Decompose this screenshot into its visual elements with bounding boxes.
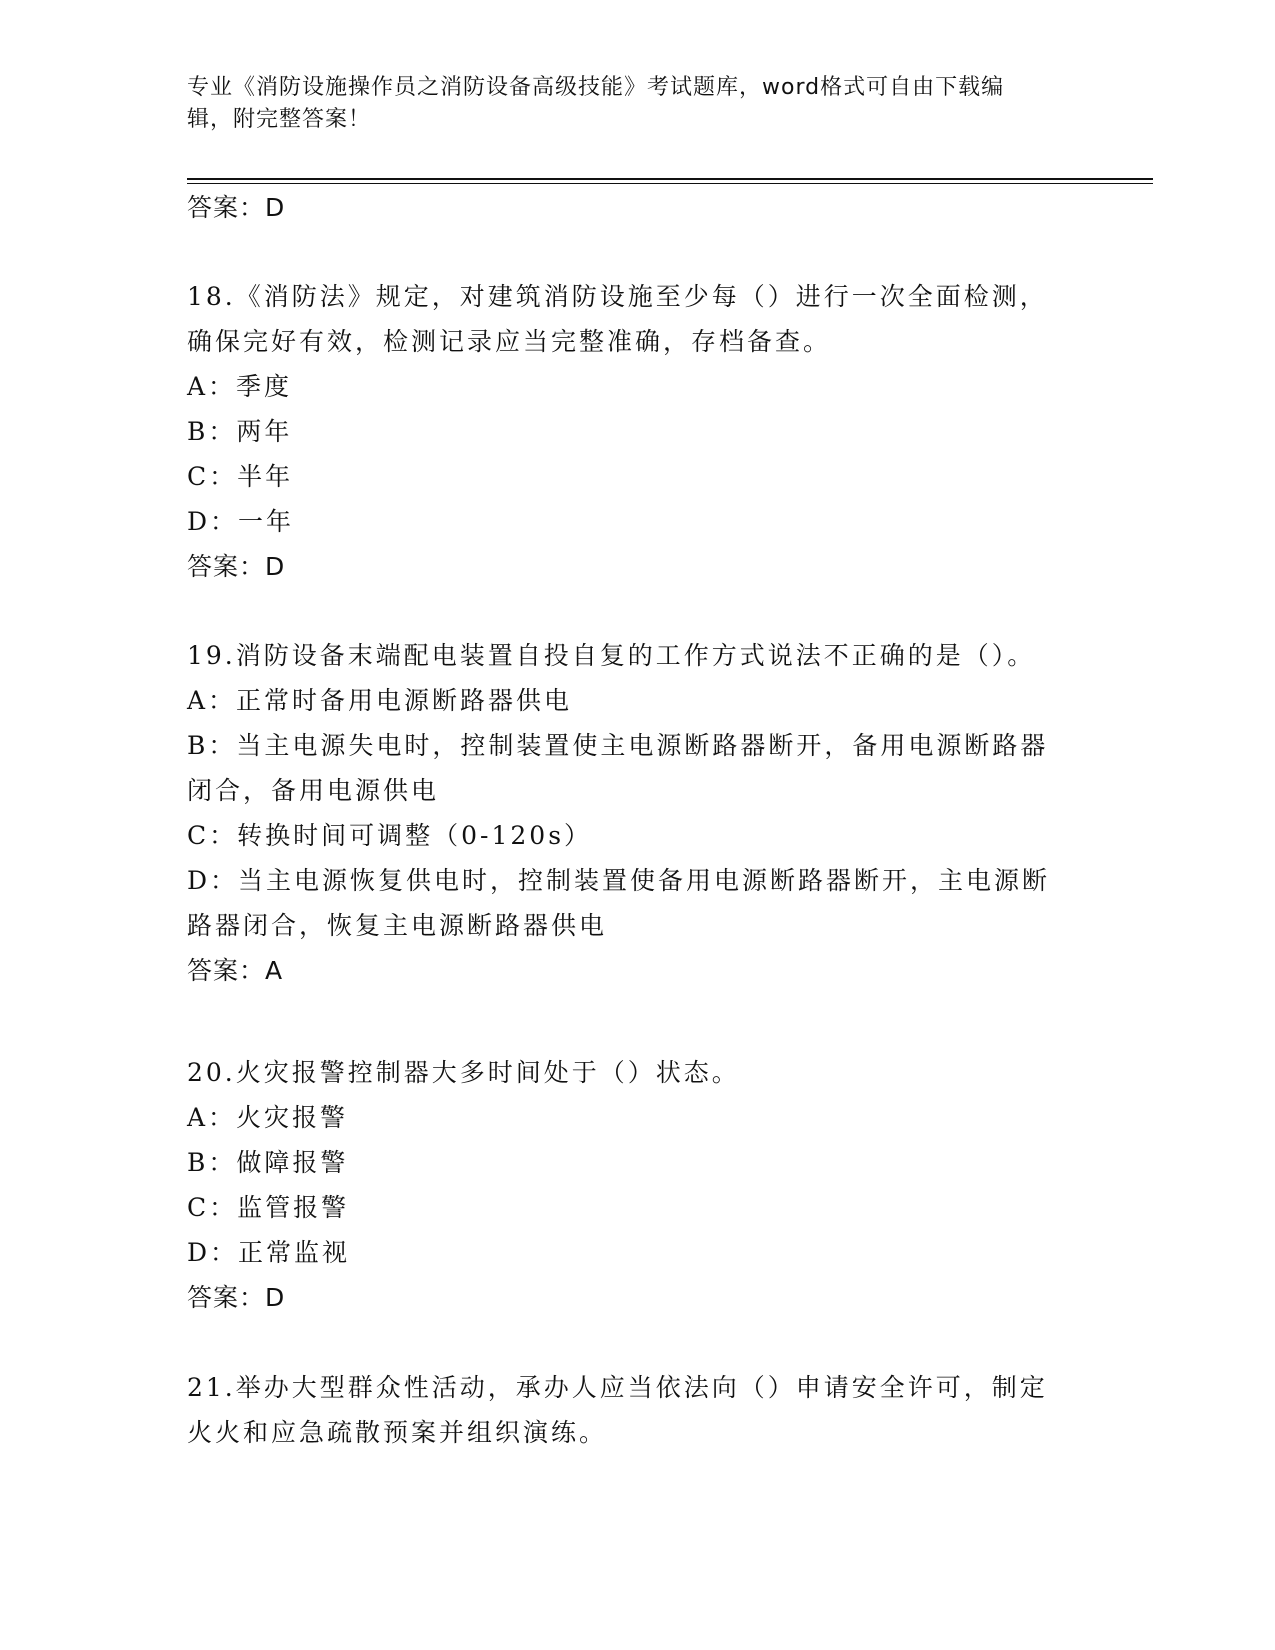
- option-c: C：监管报警: [187, 1193, 350, 1222]
- question-20: [187, 1050, 1087, 1320]
- question-stem: 火火和应急疏散预案并组织演练。: [187, 1418, 608, 1447]
- question-stem: 确保完好有效，检测记录应当完整准确，存档备查。: [187, 327, 832, 356]
- option-a: A：正常时备用电源断路器供电: [187, 686, 573, 715]
- option-b: B：当主电源失电时，控制装置使主电源断路器断开，备用电源断路器: [187, 731, 1049, 760]
- option-d: D：正常监视: [187, 1238, 351, 1267]
- question-21: [187, 1365, 1087, 1455]
- option-c: C：半年: [187, 462, 294, 491]
- option-b: B：两年: [187, 417, 293, 446]
- option-c: C：转换时间可调整（0-120s）: [187, 821, 593, 850]
- option-d: D：一年: [187, 507, 295, 536]
- question-stem: 20.火灾报警控制器大多时间处于（）状态。: [187, 1058, 740, 1087]
- page-header: [187, 72, 1067, 136]
- question-stem: 18.《消防法》规定，对建筑消防设施至少每（）进行一次全面检测，: [187, 282, 1048, 311]
- header-line-2: 辑，附完整答案！: [187, 107, 372, 132]
- option-b-continued: 闭合，备用电源供电: [187, 776, 440, 805]
- option-d-continued: 路器闭合，恢复主电源断路器供电: [187, 911, 608, 940]
- header-divider-thin: [187, 183, 1153, 184]
- header-divider-thick: [187, 178, 1153, 180]
- header-line-1: 专业《消防设施操作员之消防设备高级技能》考试题库，word格式可自由下载编: [187, 75, 1005, 100]
- option-a: A：季度: [187, 372, 293, 401]
- answer-line: 答案：D: [187, 1283, 286, 1312]
- question-stem: 19.消防设备末端配电装置自投自复的工作方式说法不正确的是（）。: [187, 641, 1036, 670]
- answer-line: 答案：A: [187, 956, 284, 985]
- question-19: [187, 633, 1087, 993]
- question-stem: 21.举办大型群众性活动，承办人应当依法向（）申请安全许可，制定: [187, 1373, 1048, 1402]
- option-a: A：火灾报警: [187, 1103, 349, 1132]
- question-18: [187, 274, 1087, 589]
- option-d: D：当主电源恢复供电时，控制装置使备用电源断路器断开，主电源断: [187, 866, 1051, 895]
- option-b: B：做障报警: [187, 1148, 349, 1177]
- answer-line: 答案：D: [187, 552, 286, 581]
- answer-line: 答案：D: [187, 193, 286, 222]
- previous-answer-block: [187, 185, 1087, 230]
